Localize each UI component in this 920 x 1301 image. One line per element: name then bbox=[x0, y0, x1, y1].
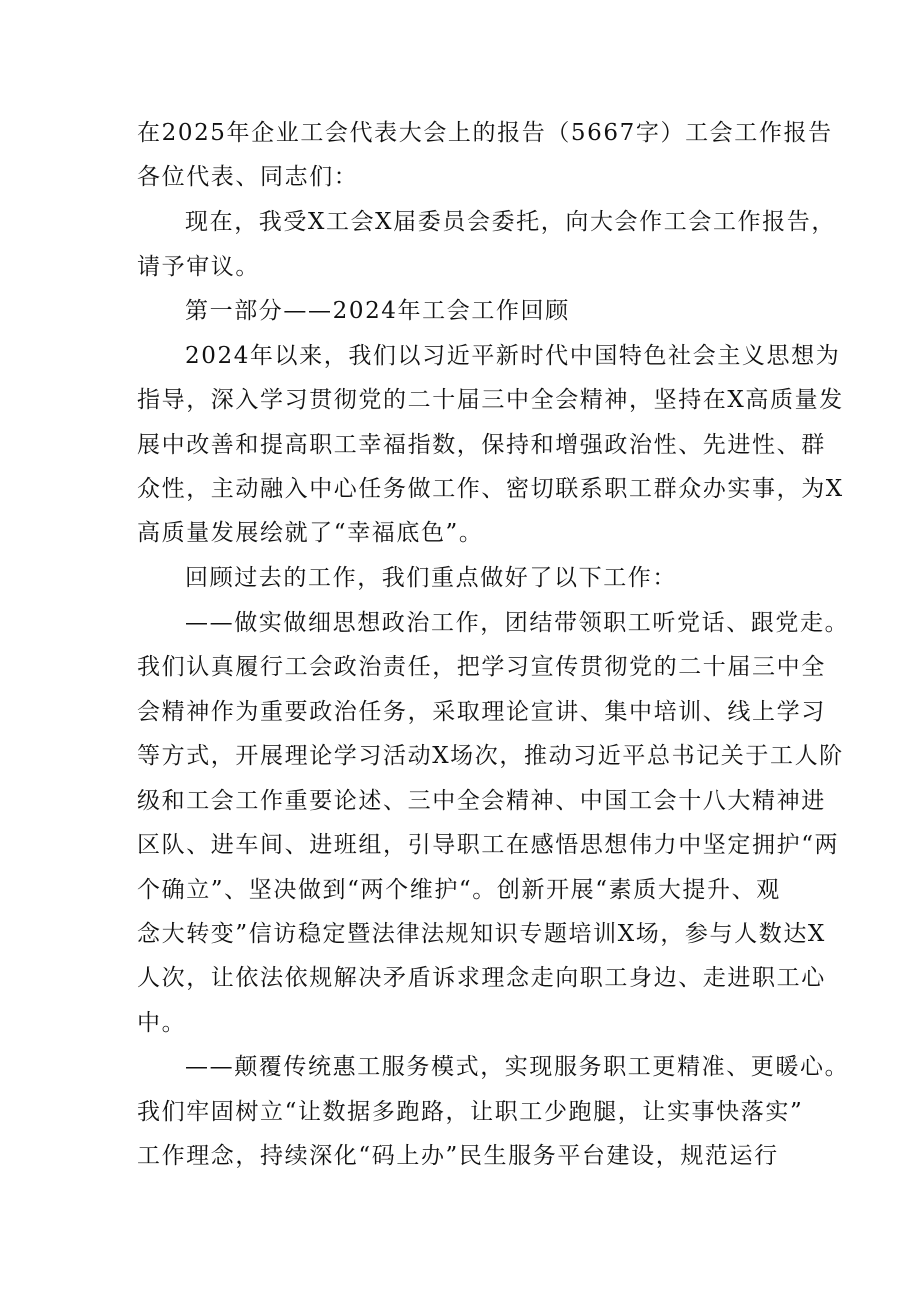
subsection-heading: ——颠覆传统惠工服务模式，实现服务职工更精准、更暖心。 bbox=[185, 1054, 850, 1080]
paragraph-line: 级和工会工作重要论述、三中全会精神、中国工会十八大精神进 bbox=[137, 788, 826, 814]
paragraph-line: 现在，我受X工会X届委员会委托，向大会作工会工作报告， bbox=[185, 209, 836, 235]
paragraph-line: 指导，深入学习贯彻党的二十届三中全会精神，坚持在X高质量发 bbox=[137, 387, 844, 413]
paragraph-line: 区队、进车间、进班组，引导职工在感悟思想伟力中坚定拥护“两 bbox=[137, 832, 840, 858]
section-heading: 第一部分——2024年工会工作回顾 bbox=[185, 298, 570, 324]
paragraph-line: 个确立”、坚决做到“两个维护“。创新开展“素质大提升、观 bbox=[137, 877, 781, 903]
paragraph-line: 人次，让依法依规解决矛盾诉求理念走向职工身边、走进职工心 bbox=[137, 965, 826, 991]
paragraph-line: 高质量发展绘就了“幸福底色”。 bbox=[137, 520, 484, 546]
paragraph-line: 工作理念，持续深化“码上办”民生服务平台建设，规范运行 bbox=[137, 1143, 779, 1169]
paragraph-line: 中。 bbox=[137, 1010, 187, 1036]
paragraph-line: 念大转变”信访稳定暨法律法规知识专题培训X场，参与人数达X bbox=[137, 921, 826, 947]
paragraph-line: 展中改善和提高职工幸福指数，保持和增强政治性、先进性、群 bbox=[137, 432, 826, 458]
paragraph-line: 回顾过去的工作，我们重点做好了以下工作： bbox=[185, 565, 677, 591]
paragraph-line: 2024年以来，我们以习近平新时代中国特色社会主义思想为 bbox=[185, 343, 841, 369]
subsection-heading: ——做实做细思想政治工作，团结带领职工听党话、跟党走。 bbox=[185, 610, 850, 636]
document-title: 在2025年企业工会代表大会上的报告（5667字）工会工作报告 bbox=[137, 120, 833, 146]
paragraph-line: 请予审议。 bbox=[137, 254, 260, 280]
paragraph-line: 众性，主动融入中心任务做工作、密切联系职工群众办实事，为X bbox=[137, 476, 844, 502]
paragraph-line: 我们牢固树立“让数据多跑路，让职工少跑腿，让实事快落实” bbox=[137, 1099, 804, 1125]
salutation: 各位代表、同志们： bbox=[137, 164, 359, 190]
paragraph-line: 我们认真履行工会政治责任，把学习宣传贯彻党的二十届三中全 bbox=[137, 654, 826, 680]
paragraph-line: 等方式，开展理论学习活动X场次，推动习近平总书记关于工人阶 bbox=[137, 743, 844, 769]
paragraph-line: 会精神作为重要政治任务，采取理论宣讲、集中培训、线上学习 bbox=[137, 699, 826, 725]
